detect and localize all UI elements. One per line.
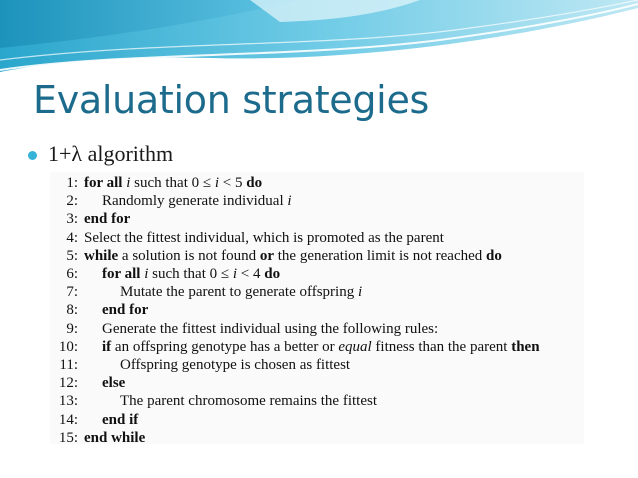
code-token: i [214, 175, 220, 191]
line-code [84, 392, 377, 410]
code-token: do [246, 175, 263, 191]
line-number: 14: [58, 411, 78, 428]
code-token: such that 0 ≤ [130, 175, 215, 191]
algorithm-line [50, 320, 438, 338]
line-code [84, 374, 125, 392]
line-number: 10: [58, 338, 78, 355]
code-token: i [357, 284, 363, 301]
bullet-text: 1+λ algorithm [48, 141, 174, 166]
line-code [84, 283, 362, 301]
algorithm-line [50, 210, 130, 228]
line-code [84, 265, 280, 283]
code-token: The parent chromosome remains the fittest [120, 393, 377, 410]
algorithm-line [50, 229, 444, 247]
line-code [84, 210, 130, 228]
header-wave-decoration [0, 0, 638, 80]
algorithm-line [50, 265, 280, 283]
line-number: 12: [58, 375, 78, 392]
line-number: 1: [66, 175, 78, 191]
code-token: i [144, 266, 149, 282]
algorithm-line [50, 374, 125, 392]
code-token: Offspring genotype is chosen as fittest [120, 357, 351, 373]
line-code [84, 356, 350, 374]
code-token: Generate the fittest individual using the following rules: [102, 320, 439, 337]
code-token: the generation limit is not reached [274, 247, 487, 264]
algorithm-line [50, 283, 362, 301]
line-number: 11: [59, 357, 78, 373]
line-number: 6: [66, 266, 78, 282]
code-token: end while [84, 429, 146, 446]
code-token: do [486, 247, 502, 264]
line-number: 2: [66, 193, 78, 210]
code-token: for all [84, 175, 123, 191]
bullet-item [28, 141, 173, 167]
code-token: a solution is not found [118, 247, 260, 264]
code-token: end if [102, 411, 139, 428]
algorithm-pseudocode [50, 172, 584, 444]
algorithm-line [50, 174, 262, 192]
code-token: then [511, 338, 540, 355]
code-token: while [84, 247, 119, 264]
code-token: such that 0 ≤ [148, 266, 233, 282]
code-token: i [287, 193, 292, 210]
code-token: Mutate the parent to generate offspring [120, 284, 358, 301]
code-token: an offspring genotype has a better or [111, 338, 339, 355]
line-code [84, 338, 540, 356]
line-number: 8: [66, 302, 78, 319]
line-number: 13: [58, 393, 78, 410]
line-number: 9: [66, 320, 78, 337]
line-number: 5: [66, 247, 78, 264]
line-code [84, 174, 262, 192]
code-token: do [264, 266, 281, 282]
algorithm-line [50, 247, 502, 265]
line-number: 7: [66, 284, 78, 301]
algorithm-line [50, 192, 292, 210]
code-token: end for [84, 211, 131, 228]
code-token: i [126, 175, 131, 191]
code-token: fitness than the parent [371, 338, 512, 355]
line-number: 15: [58, 429, 78, 446]
line-code [84, 429, 145, 447]
line-code [84, 320, 438, 338]
algorithm-line [50, 392, 377, 410]
code-token: if [102, 338, 112, 355]
code-token: < 5 [219, 175, 247, 191]
line-code [84, 247, 502, 265]
algorithm-line [50, 411, 138, 429]
algorithm-line [50, 301, 148, 319]
algorithm-line [50, 338, 540, 356]
bullet-dot-icon [28, 151, 37, 160]
slide-title: Evaluation strategies [33, 78, 430, 122]
code-token: i [232, 266, 238, 282]
code-token: end for [102, 302, 149, 319]
line-code [84, 411, 138, 429]
code-token: < 4 [237, 266, 265, 282]
line-number: 4: [66, 229, 78, 246]
code-token: Select the fittest individual, which is promoted as the parent [84, 229, 444, 246]
code-token: for all [102, 266, 141, 282]
code-token: or [259, 247, 275, 264]
code-token: equal [338, 338, 372, 355]
code-token: Randomly generate individual [102, 193, 288, 210]
line-code [84, 229, 444, 247]
line-code [84, 301, 148, 319]
line-code [84, 192, 292, 210]
line-number: 3: [66, 211, 78, 228]
algorithm-line [50, 356, 350, 374]
code-token: else [102, 375, 126, 392]
algorithm-line [50, 429, 145, 447]
